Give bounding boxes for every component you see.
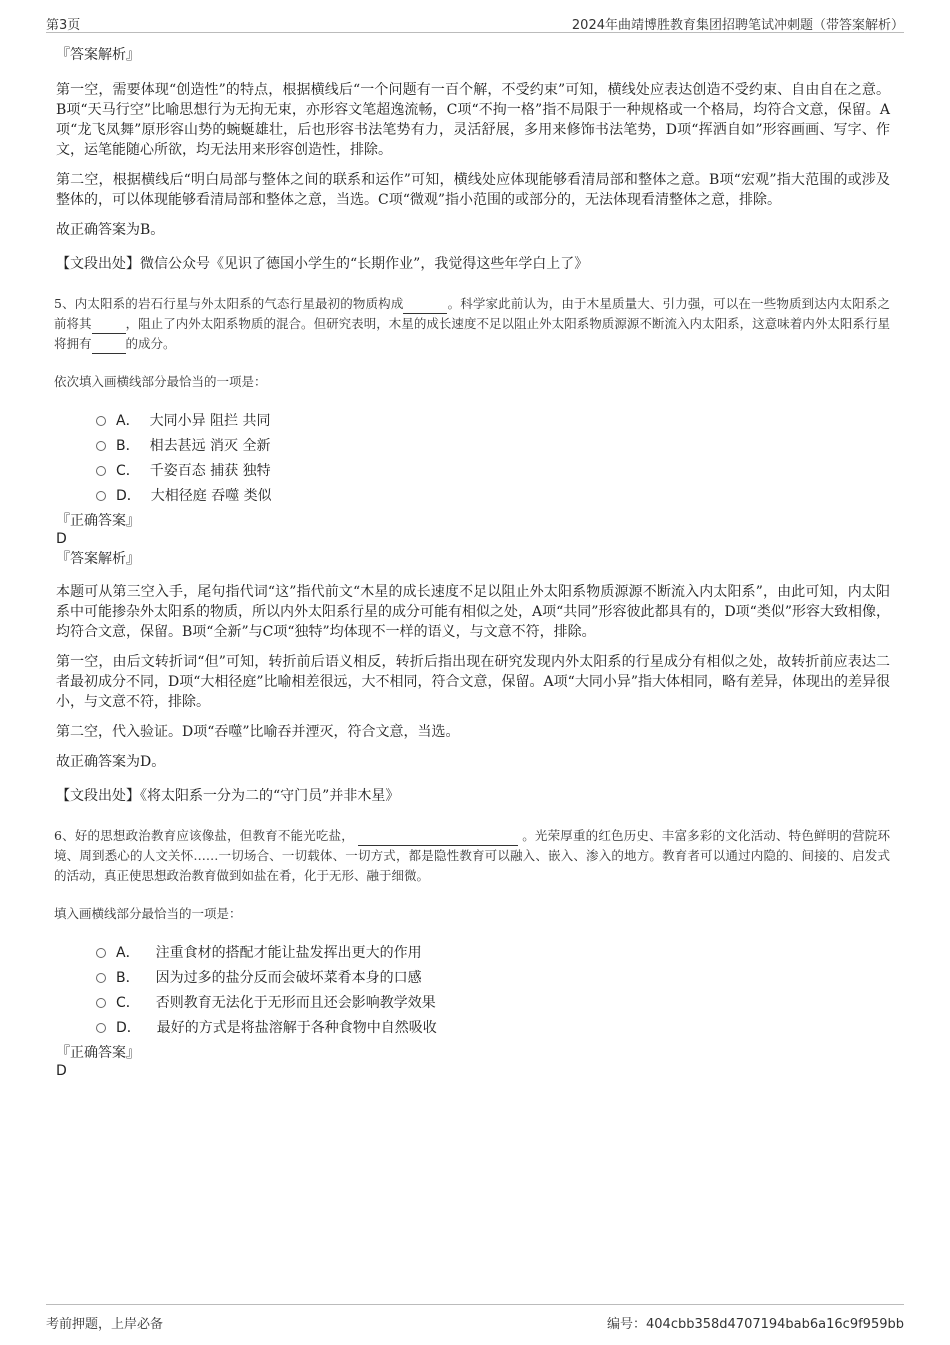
radio-icon[interactable] [96, 973, 106, 983]
page-content [56, 44, 890, 1080]
radio-icon[interactable] [96, 491, 106, 501]
option-c[interactable]: C． 否则教育无法化于无形而且还会影响教学效果 [96, 990, 890, 1015]
option-c[interactable]: C． 千姿百态 捕获 独特 [96, 458, 890, 483]
analysis-paragraph: 第一空，由后文转折词“但”可知，转折前后语义相反，转折后指出现在研究发现内外太阳系的行星成分有相似之处，故转折前应表达二者最初成分不同，D项“大相径庭”比喻相差很远，大不相同，符合文意，保留。A项“大同小异”指大体相同，略有差异，体现出的差异很小，与文意不符，排除。 [56, 654, 890, 710]
document-title: 2024年曲靖博胜教育集团招聘笔试冲刺题（带答案解析） [571, 18, 904, 33]
analysis-paragraph: 第一空，需要体现“创造性”的特点，根据横线后“一个问题有一百个解，不受约束”可知，横线处应表达创造不受约束、自由自在之意。B项“天马行空”比喻思想行为无拘无束，亦形容文笔超逸流畅，C项“不拘一格”指不局限于一种规格或一个格局，均符合文意，保留。A项“龙飞凤舞”原形容山势的蜿蜒雄壮，后也形容书法笔势有力，灵活舒展，多用来修饰书法笔势，D项“挥洒自如”形容画画、写字、作文，运笔能随心所欲，均无法用来形容创造性，排除。 [56, 82, 890, 158]
option-b[interactable]: B． 相去甚远 消灭 全新 [96, 433, 890, 458]
option-d[interactable]: D． 最好的方式是将盐溶解于各种食物中自然吸收 [96, 1015, 890, 1040]
footer-slogan: 考前押题，上岸必备 [46, 1317, 164, 1332]
radio-icon[interactable] [96, 416, 106, 426]
option-a[interactable]: A． 注重食材的搭配才能让盐发挥出更大的作用 [96, 940, 890, 965]
blank-line [358, 830, 518, 846]
blank-line [92, 318, 126, 334]
blank-line [92, 338, 126, 354]
analysis-paragraph: 第二空，代入验证。D项“吞噬”比喻吞并湮灭，符合文意，当选。 [56, 724, 460, 740]
analysis-label: 『答案解析』 [56, 47, 140, 63]
correct-answer: D [56, 1063, 67, 1079]
blank-line [403, 298, 447, 314]
question-5-options [96, 408, 890, 508]
document-id: 编号：404cbb358d4707194bab6a16c9f959bb [607, 1317, 904, 1332]
analysis-conclusion: 故正确答案为D。 [56, 754, 166, 770]
analysis-paragraph: 本题可从第三空入手，尾句指代词“这”指代前文“木星的成长速度不足以阻止外太阳系物质源源不断流入内太阳系”，由此可知，内太阳系中可能掺杂外太阳系的物质，所以内外太阳系行星的成分可能有相似之处，A项“共同”形容彼此都具有的，D项“类似”形容大致相像，均符合文意，保留。B项“全新”与C项“独特”均体现不一样的语义，与文意不符，排除。 [56, 584, 890, 640]
option-d[interactable]: D． 大相径庭 吞噬 类似 [96, 483, 890, 508]
option-a[interactable]: A． 大同小异 阻拦 共同 [96, 408, 890, 433]
radio-icon[interactable] [96, 441, 106, 451]
question-6-options [96, 940, 890, 1040]
correct-answer: D [56, 531, 67, 547]
radio-icon[interactable] [96, 1023, 106, 1033]
page-header [46, 12, 904, 33]
radio-icon[interactable] [96, 998, 106, 1008]
page-number: 第3页 [46, 18, 81, 33]
analysis-label: 『答案解析』 [56, 551, 140, 567]
page-footer [46, 1304, 904, 1332]
correct-answer-label: 『正确答案』 [56, 1045, 140, 1061]
correct-answer-label: 『正确答案』 [56, 513, 140, 529]
question-5-prompt: 依次填入画横线部分最恰当的一项是： [54, 374, 267, 389]
source-citation: 【文段出处】《将太阳系一分为二的“守门员”并非木星》 [56, 788, 400, 804]
radio-icon[interactable] [96, 948, 106, 958]
question-6-prompt: 填入画横线部分最恰当的一项是： [54, 906, 242, 921]
radio-icon[interactable] [96, 466, 106, 476]
analysis-paragraph: 第二空，根据横线后“明白局部与整体之间的联系和运作”可知，横线处应体现能够看清局部和整体之意。B项“宏观”指大范围的或涉及整体的，可以体现能够看清局部和整体之意，当选。C项“微观”指小范围的或部分的，无法体现看清整体之意，排除。 [56, 172, 890, 208]
source-citation: 【文段出处】微信公众号《见识了德国小学生的“长期作业”，我觉得这些年学白上了》 [56, 256, 589, 272]
question-5-stem: 5、内太阳系的岩石行星与外太阳系的气态行星最初的物质构成 。科学家此前认为，由于木星质量大、引力强，可以在一些物质到达内太阳系之前将其 ，阻止了内外太阳系物质的混合。但研究表明，木星的成长速度不足以阻止外太阳系物质源源不断流入内太阳系，这意味着内外太阳系行星将拥有 的成分。 [54, 294, 890, 354]
analysis-conclusion: 故正确答案为B。 [56, 222, 165, 238]
option-b[interactable]: B． 因为过多的盐分反而会破坏菜肴本身的口感 [96, 965, 890, 990]
question-6-stem: 6、好的思想政治教育应该像盐，但教育不能光吃盐， 。光荣厚重的红色历史、丰富多彩的文化活动、特色鲜明的营院环境、周到悉心的人文关怀……一切场合、一切载体、一切方式，都是隐性教育可以融入、嵌入、渗入的地方。教育者可以通过内隐的、间接的、启发式的活动，真正使思想政治教育做到如盐在肴，化于无形、融于细微。 [54, 828, 890, 883]
